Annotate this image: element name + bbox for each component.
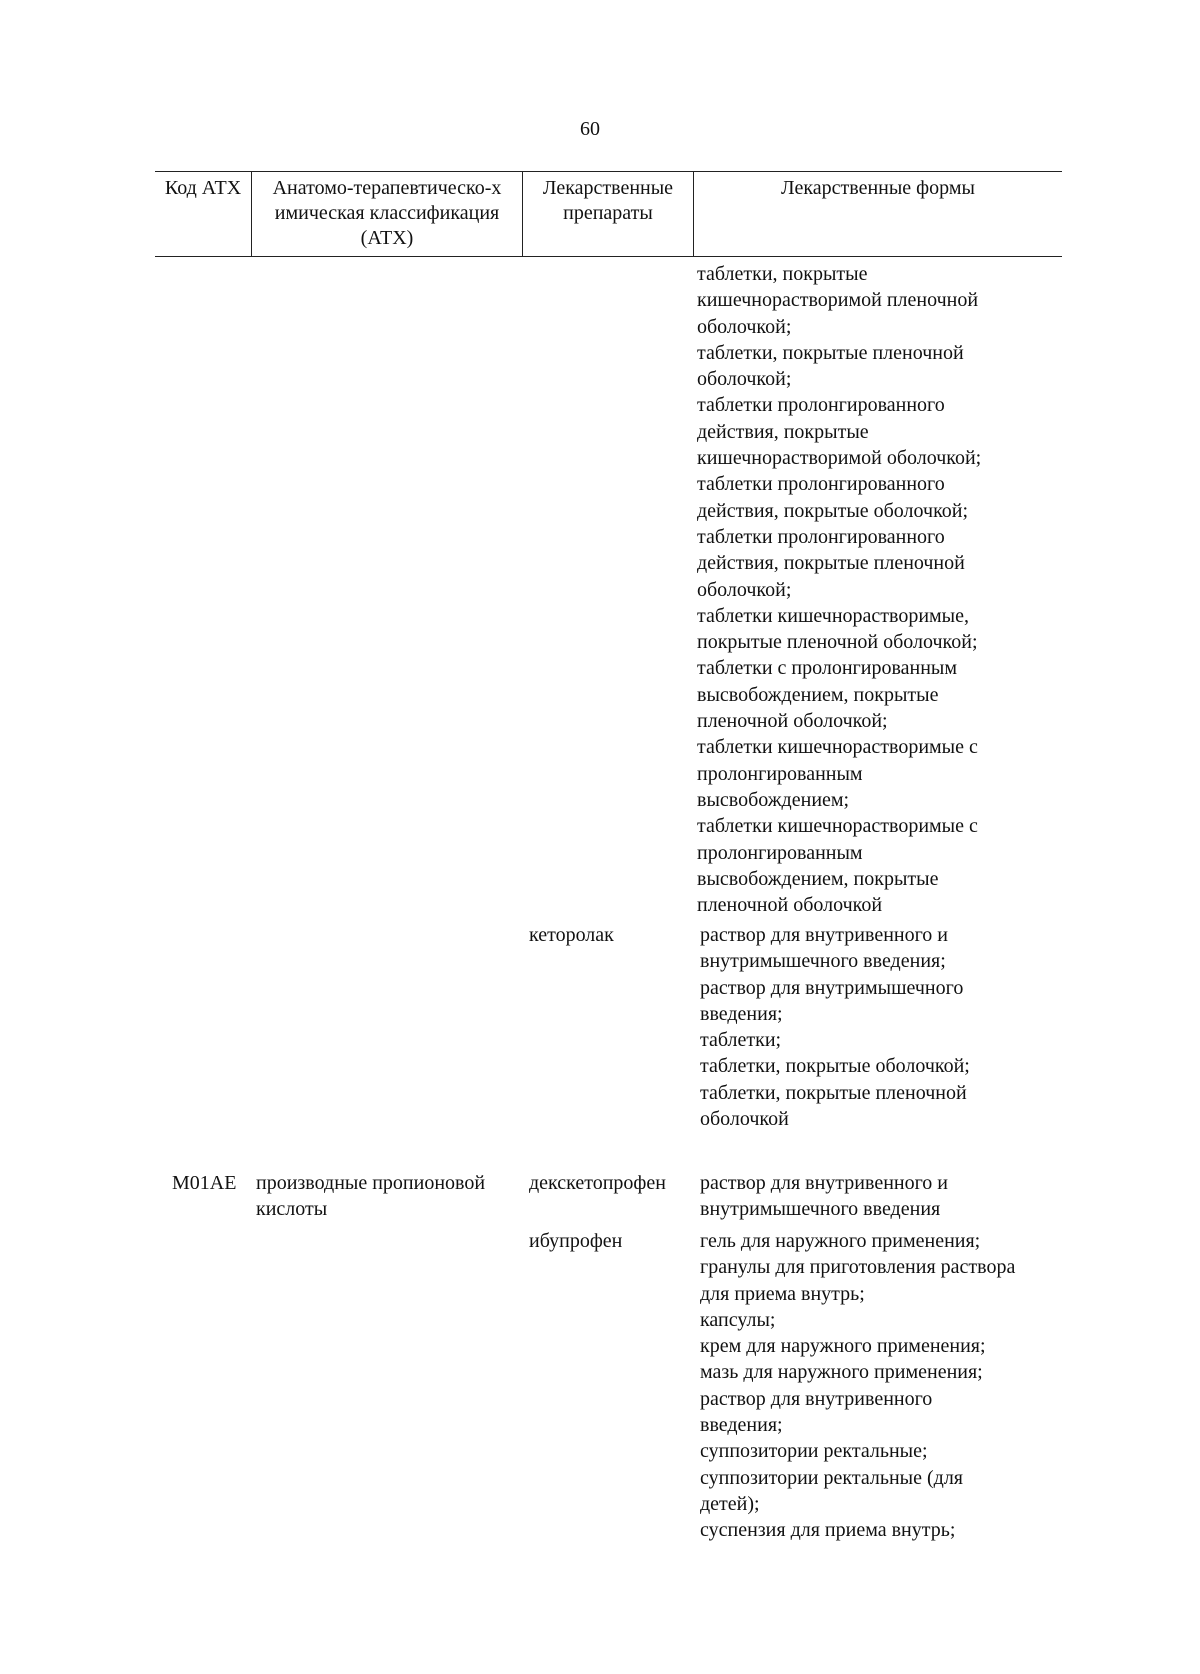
forms-cell-continued bbox=[697, 261, 981, 918]
form-item: раствор для внутривенного bbox=[700, 1387, 933, 1410]
form-item: пролонгированным bbox=[697, 841, 863, 864]
form-item: высвобождением, покрытые bbox=[697, 683, 939, 706]
form-item: детей); bbox=[700, 1492, 760, 1515]
form-item: таблетки кишечнорастворимые с bbox=[697, 815, 978, 838]
form-item: оболочкой; bbox=[697, 368, 792, 391]
form-item: для приема внутрь; bbox=[700, 1282, 865, 1305]
header-forms-line: Лекарственные формы bbox=[781, 177, 975, 199]
form-item: введения; bbox=[700, 1002, 783, 1025]
header-drugs-line: препараты bbox=[563, 202, 653, 224]
form-item: раствор для внутривенного и bbox=[700, 1172, 949, 1194]
form-item: оболочкой; bbox=[697, 315, 792, 338]
form-item: раствор для внутримышечного bbox=[700, 976, 964, 999]
form-item: оболочкой; bbox=[697, 578, 792, 601]
form-item: таблетки, покрытые пленочной bbox=[700, 1081, 967, 1104]
page-number: 60 bbox=[580, 118, 600, 140]
drug-name: ибупрофен bbox=[529, 1230, 623, 1252]
form-item: пленочной оболочкой bbox=[697, 894, 883, 917]
atc-code-m01ae bbox=[172, 1170, 236, 1196]
form-item: капсулы; bbox=[700, 1308, 776, 1331]
header-drugs bbox=[523, 176, 693, 226]
drug-ketorolac bbox=[529, 922, 614, 948]
form-item: гранулы для приготовления раствора bbox=[700, 1256, 1016, 1279]
atc-code: M01AE bbox=[172, 1172, 237, 1194]
form-item: таблетки, покрытые пленочной bbox=[697, 341, 964, 364]
forms-cell-ketorolac bbox=[700, 922, 970, 1132]
forms-cell-dexketoprofen bbox=[700, 1170, 948, 1223]
form-item: таблетки кишечнорастворимые с bbox=[697, 736, 978, 759]
drug-dexketoprofen bbox=[529, 1170, 666, 1196]
header-classification-line: (АТХ) bbox=[360, 227, 414, 249]
form-item: крем для наружного применения; bbox=[700, 1335, 986, 1358]
form-item: покрытые пленочной оболочкой; bbox=[697, 631, 978, 654]
form-item: суспензия для приема внутрь; bbox=[700, 1519, 956, 1542]
form-item: суппозитории ректальные; bbox=[700, 1440, 928, 1463]
classification-m01ae bbox=[256, 1170, 485, 1223]
drug-name: декскетопрофен bbox=[529, 1172, 666, 1194]
form-item: высвобождением; bbox=[697, 788, 850, 811]
header-classification bbox=[252, 176, 522, 251]
form-item: таблетки кишечнорастворимые, bbox=[697, 604, 969, 627]
form-item: оболочкой bbox=[700, 1108, 789, 1131]
table-top-rule bbox=[155, 171, 1062, 172]
header-code bbox=[155, 176, 251, 201]
form-item: действия, покрытые пленочной bbox=[697, 552, 965, 575]
form-item: действия, покрытые оболочкой; bbox=[697, 499, 969, 522]
form-item: внутримышечного введения bbox=[700, 1198, 941, 1221]
header-drugs-line: Лекарственные bbox=[542, 177, 674, 199]
classification-line: кислоты bbox=[256, 1198, 328, 1221]
form-item: высвобождением, покрытые bbox=[697, 867, 939, 890]
form-item: кишечнорастворимой оболочкой; bbox=[697, 447, 982, 470]
form-item: таблетки пролонгированного bbox=[697, 394, 945, 417]
forms-cell-ibuprofen bbox=[700, 1228, 1015, 1544]
form-item: гель для наружного применения; bbox=[700, 1230, 981, 1252]
form-item: кишечнорастворимой пленочной bbox=[697, 289, 979, 312]
form-item: таблетки с пролонгированным bbox=[697, 657, 958, 680]
header-classification-line: Анатомо-терапевтическо-х bbox=[272, 177, 502, 199]
form-item: пролонгированным bbox=[697, 762, 863, 785]
header-classification-line: имическая классификация bbox=[274, 202, 500, 224]
form-item: таблетки, покрытые bbox=[697, 263, 868, 285]
form-item: введения; bbox=[700, 1414, 783, 1437]
form-item: таблетки пролонгированного bbox=[697, 473, 945, 496]
form-item: внутримышечного введения; bbox=[700, 950, 946, 973]
form-item: действия, покрытые bbox=[697, 420, 869, 443]
form-item: суппозитории ректальные (для bbox=[700, 1466, 964, 1489]
drug-name: кеторолак bbox=[529, 924, 614, 946]
form-item: таблетки; bbox=[700, 1029, 782, 1052]
form-item: мазь для наружного применения; bbox=[700, 1361, 983, 1384]
header-forms bbox=[694, 176, 1062, 201]
drug-ibuprofen bbox=[529, 1228, 622, 1254]
header-code-line: Код АТХ bbox=[164, 177, 242, 199]
form-item: таблетки, покрытые оболочкой; bbox=[700, 1055, 970, 1078]
form-item: пленочной оболочкой; bbox=[697, 710, 888, 733]
form-item: раствор для внутривенного и bbox=[700, 924, 949, 946]
classification-line: производные пропионовой bbox=[256, 1172, 486, 1194]
header-bottom-rule bbox=[155, 256, 1062, 257]
form-item: таблетки пролонгированного bbox=[697, 525, 945, 548]
